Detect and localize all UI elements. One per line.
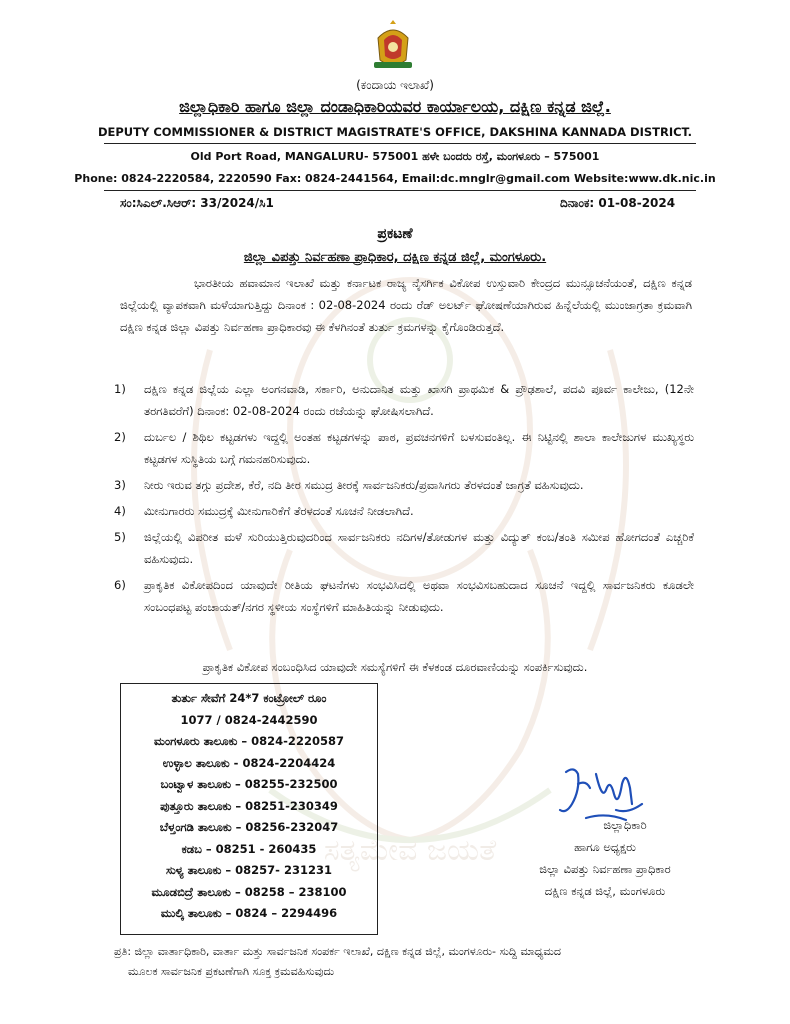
signatory-designation: ಜಿಲ್ಲಾಧಿಕಾರಿ bbox=[603, 818, 647, 832]
taluk-phone: ಬೆಳ್ತಂಗಡಿ ತಾಲೂಕು – 08256-232047 bbox=[159, 820, 339, 834]
list-item bbox=[114, 474, 694, 496]
taluk-phone: ಮೂಡಬಿದ್ರೆ ತಾಲೂಕು – 08258 – 238100 bbox=[151, 884, 347, 899]
karnataka-emblem-icon bbox=[370, 20, 416, 72]
helpline-heading: ತುರ್ತು ಸೇವೆಗೆ 24*7 ಕಂಟ್ರೋಲ್ ರೂಂ bbox=[171, 691, 327, 705]
item-text: ಪ್ರಾಕೃತಿಕ ವಿಕೋಪದಿಂದ ಯಾವುದೇ ರೀತಿಯ ಘಟನೆಗಳು ಸಂಭವಿಸಿದಲ್ಲಿ ಅಥವಾ ಸಂಭವಿಸಬಹುದಾದ ಸೂಚನೆ ಇದ್ದಲ್ಲಿ ಸಾರ್ವಜನಿಕರು ಕೂಡಲೇ ಸಂಬಂಧಪಟ್ಟ ಪಂಚಾಯತ್/ನಗರ ಸ್ಥಳೀಯ ಸಂಸ್ಥೆಗಳಿಗೆ ಮಾಹಿತಿಯನ್ನು ನೀಡುವುದು. bbox=[144, 578, 694, 614]
helpline-box bbox=[120, 683, 378, 935]
item-number: 3) bbox=[114, 478, 126, 492]
reference-date: ದಿನಾಂಕ: 01-08-2024 bbox=[560, 196, 676, 210]
office-title-kannada: ಜಿಲ್ಲಾಧಿಕಾರಿ ಹಾಗೂ ಜಿಲ್ಲಾ ದಂಡಾಧಿಕಾರಿಯವರ ಕಾರ್ಯಾಲಯ, ದಕ್ಷಿಣ ಕನ್ನಡ ಜಿಲ್ಲೆ. bbox=[179, 97, 611, 116]
copy-to-line: ಮೂಲಕ ಸಾರ್ವಜನಿಕ ಪ್ರಕಟಣೆಗಾಗಿ ಸೂಕ್ತ ಕ್ರಮವಹಿಸುವುದು bbox=[128, 965, 335, 978]
signatory-authority: ಜಿಲ್ಲಾ ವಿಪತ್ತು ನಿರ್ವಹಣಾ ಪ್ರಾಧಿಕಾರ bbox=[539, 862, 671, 876]
watermark-motto: ಸತ್ಯಮೇವ ಜಯತೆ bbox=[323, 833, 497, 868]
item-number: 4) bbox=[114, 504, 126, 518]
notice-title: ಪ್ರಕಟಣೆ bbox=[377, 226, 413, 242]
taluk-phone: ಕಡಬ – 08251 - 260435 bbox=[181, 841, 317, 856]
office-title-english: DEPUTY COMMISSIONER & DISTRICT MAGISTRATE'S OFFICE, DAKSHINA KANNADA DISTRICT. bbox=[97, 125, 693, 139]
contact-divider bbox=[104, 190, 696, 191]
helpline-advice: ಪ್ರಾಕೃತಿಕ ವಿಕೋಪ ಸಂಬಂಧಿಸಿದ ಯಾವುದೇ ಸಮಸ್ಯೆಗಳಿಗೆ ಈ ಕೆಳಕಂಡ ದೂರವಾಣಿಯನ್ನು ಸಂಪರ್ಕಿಸುವುದು. bbox=[202, 660, 588, 674]
item-number: 6) bbox=[114, 578, 126, 592]
header-divider bbox=[104, 143, 696, 144]
item-text: ಜಿಲ್ಲೆಯಲ್ಲಿ ವಿಪರೀತ ಮಳೆ ಸುರಿಯುತ್ತಿರುವುದರಿಂದ ಸಾರ್ವಜನಿಕರು ನದಿಗಳ/ತೋಡುಗಳ ಮತ್ತು ವಿದ್ಯುತ್ ಕಂಬ/ತಂತಿ ಸಮೀಪ ಹೋಗದಂತೆ ಎಚ್ಚರಿಕೆ ವಹಿಸುವುದು. bbox=[144, 530, 694, 566]
list-item bbox=[114, 378, 694, 422]
reference-number: ಸಂ:ಸಿಎಲ್.ಸಿಆರ್: 33/2024/ಸಿ1 bbox=[120, 196, 274, 210]
department-label: (ಕಂದಾಯ ಇಲಾಖೆ) bbox=[356, 78, 434, 92]
taluk-phone: ಮಂಗಳೂರು ತಾಲೂಕು – 0824-2220587 bbox=[154, 734, 344, 748]
office-contact: Phone: 0824-2220584, 2220590 Fax: 0824-2441564, Email:dc.mnglr@gmail.com Website:www.dk.nic.in bbox=[74, 172, 716, 185]
item-number: 5) bbox=[114, 530, 126, 544]
list-item bbox=[114, 526, 694, 570]
list-item bbox=[114, 500, 694, 522]
item-text: ದುರ್ಬಲ / ಶಿಥಿಲ ಕಟ್ಟಡಗಳು ಇದ್ದಲ್ಲಿ ಅಂತಹ ಕಟ್ಟಡಗಳನ್ನು ಪಾಠ, ಪ್ರವಚನಗಳಿಗೆ ಬಳಸುವಂತಿಲ್ಲ. ಈ ನಿಟ್ಟಿನಲ್ಲಿ ಶಾಲಾ ಕಾಲೇಜುಗಳ ಮುಖ್ಯಸ್ಥರು ಕಟ್ಟಡಗಳ ಸುಸ್ಥಿತಿಯ ಬಗ್ಗೆ ಗಮನಹರಿಸುವುದು. bbox=[144, 430, 694, 466]
item-text: ದಕ್ಷಿಣ ಕನ್ನಡ ಜಿಲ್ಲೆಯ ಎಲ್ಲಾ ಅಂಗನವಾಡಿ, ಸರ್ಕಾರಿ, ಅನುದಾನಿತ ಮತ್ತು ಖಾಸಗಿ ಪ್ರಾಥಮಿಕ & ಪ್ರೌಢಶಾಲೆ, ಪದವಿ ಪೂರ್ವ ಕಾಲೇಜು, (12ನೇ ತರಗತಿವರೆಗೆ) ದಿನಾಂಕ: 02-08-2024 ರಂದು ರಜೆಯನ್ನು ಘೋಷಿಸಲಾಗಿದೆ. bbox=[144, 382, 694, 418]
signatory-district: ದಕ್ಷಿಣ ಕನ್ನಡ ಜಿಲ್ಲೆ, ಮಂಗಳೂರು bbox=[544, 884, 666, 898]
taluk-phone: ಉಳ್ಳಾಲ ತಾಲೂಕು - 0824-2204424 bbox=[162, 755, 336, 770]
control-room-numbers: 1077 / 0824-2442590 bbox=[180, 712, 318, 727]
taluk-phone: ಮುಲ್ಕಿ ತಾಲೂಕು – 0824 – 2294496 bbox=[160, 906, 338, 920]
list-item bbox=[114, 574, 694, 618]
signatory-role: ಹಾಗೂ ಅಧ್ಯಕ್ಷರು bbox=[574, 840, 636, 854]
notice-subtitle: ಜಿಲ್ಲಾ ವಿಪತ್ತು ನಿರ್ವಹಣಾ ಪ್ರಾಧಿಕಾರ, ದಕ್ಷಿಣ ಕನ್ನಡ ಜಿಲ್ಲೆ, ಮಂಗಳೂರು. bbox=[243, 250, 547, 265]
item-number: 2) bbox=[114, 430, 126, 444]
copy-to-note bbox=[114, 942, 704, 982]
item-text: ನೀರು ಇರುವ ತಗ್ಗು ಪ್ರದೇಶ, ಕೆರೆ, ನದಿ ತೀರ ಸಮುದ್ರ ತೀರಕ್ಕೆ ಸಾರ್ವಜನಿಕರು/ಪ್ರವಾಸಿಗರು ತೆರಳದಂತೆ ಜಾಗ್ರತೆ ವಹಿಸುವುದು. bbox=[144, 478, 584, 492]
taluk-phone: ಬಂಟ್ವಾಳ ತಾಲೂಕು – 08255-232500 bbox=[160, 777, 338, 791]
copy-to-line: ಪ್ರತಿ: ಜಿಲ್ಲಾ ವಾರ್ತಾಧಿಕಾರಿ, ವಾರ್ತಾ ಮತ್ತು ಸಾರ್ವಜನಿಕ ಸಂಪರ್ಕ ಇಲಾಖೆ, ದಕ್ಷಿಣ ಕನ್ನಡ ಜಿಲ್ಲೆ, ಮಂಗಳೂರು- ಸುದ್ದಿ ಮಾಧ್ಯಮದ bbox=[114, 945, 562, 958]
taluk-phone: ಪುತ್ತೂರು ತಾಲೂಕು – 08251-230349 bbox=[160, 798, 338, 813]
office-address: Old Port Road, MANGALURU- 575001 ಹಳೇ ಬಂದರು ರಸ್ತೆ, ಮಂಗಳೂರು – 575001 bbox=[190, 150, 600, 163]
orders-list bbox=[114, 378, 694, 622]
item-text: ಮೀನುಗಾರರು ಸಮುದ್ರಕ್ಕೆ ಮೀನುಗಾರಿಕೆಗೆ ತೆರಳದಂತೆ ಸೂಚನೆ ನೀಡಲಾಗಿದೆ. bbox=[144, 504, 414, 518]
intro-paragraph: ಭಾರತೀಯ ಹವಾಮಾನ ಇಲಾಖೆ ಮತ್ತು ಕರ್ನಾಟಕ ರಾಜ್ಯ ನೈಸರ್ಗಿಕ ವಿಕೋಪ ಉಸ್ತುವಾರಿ ಕೇಂದ್ರದ ಮುನ್ಸೂಚನೆಯಂತೆ, ದಕ್ಷಿಣ ಕನ್ನಡ ಜಿಲ್ಲೆಯಲ್ಲಿ ವ್ಯಾಪಕವಾಗಿ ಮಳೆಯಾಗುತ್ತಿದ್ದು ದಿನಾಂಕ : 02-08-2024 ರಂದು ರೆಡ್ ಅಲರ್ಟ್ ಘೋಷಣೆಯಾಗಿರುವ ಹಿನ್ನೆಲೆಯಲ್ಲಿ ಮುಂಜಾಗ್ರತಾ ಕ್ರಮವಾಗಿ ದಕ್ಷಿಣ ಕನ್ನಡ ಜಿಲ್ಲಾ ವಿಪತ್ತು ನಿರ್ವಹಣಾ ಪ್ರಾಧಿಕಾರವು ಈ ಕೆಳಗಿನಂತೆ ತುರ್ತು ಕ್ರಮಗಳನ್ನು ಕೈಗೊಂಡಿರುತ್ತದೆ. bbox=[120, 276, 692, 334]
list-item bbox=[114, 426, 694, 470]
signature-block bbox=[480, 814, 730, 902]
item-number: 1) bbox=[114, 382, 126, 396]
taluk-phone: ಸುಳ್ಯ ತಾಲೂಕು – 08257- 231231 bbox=[166, 863, 332, 877]
